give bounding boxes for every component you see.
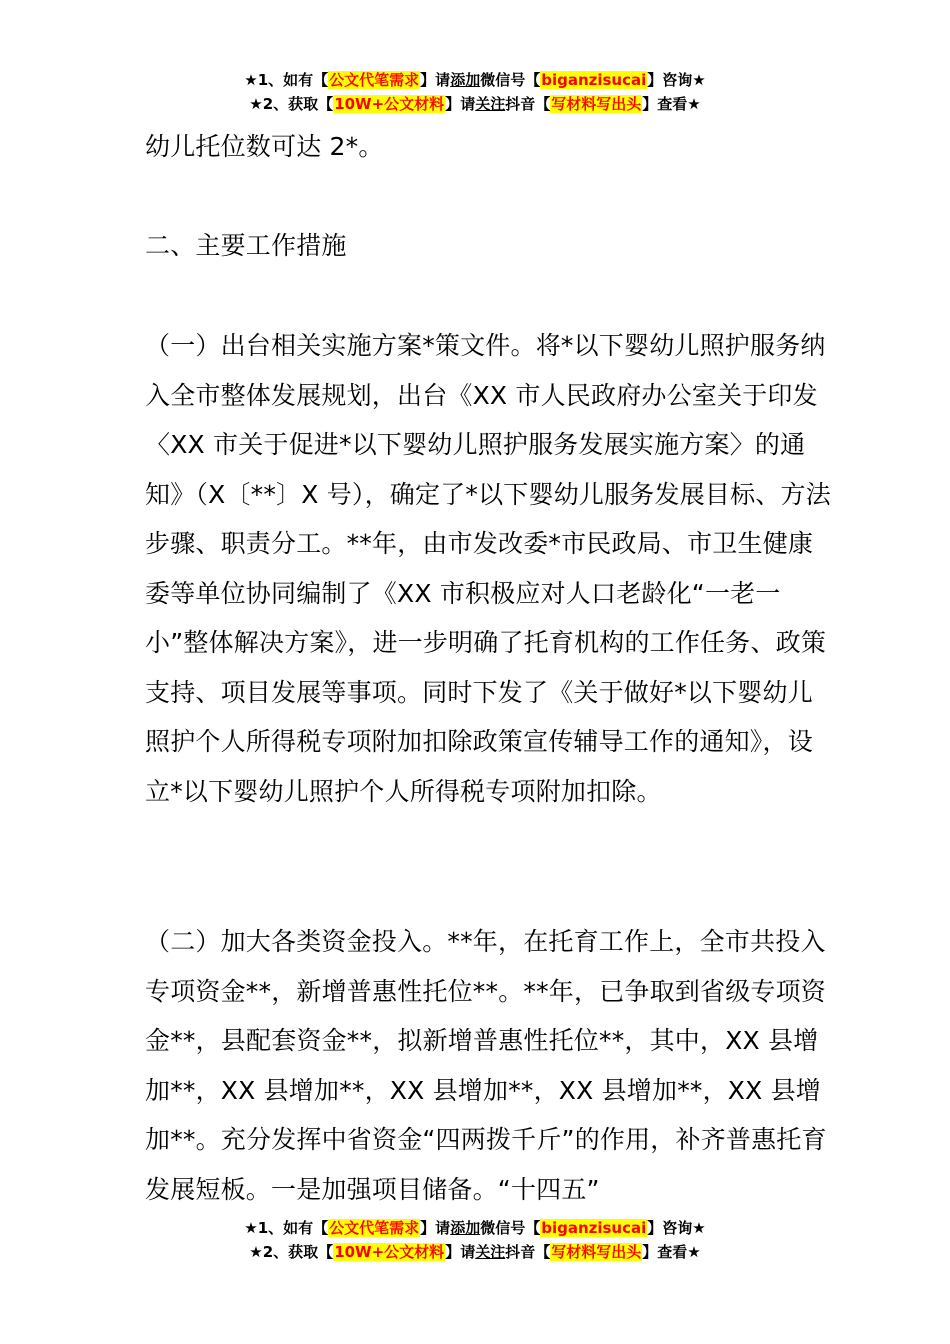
section-heading-text: 二、主要工作措施 (145, 231, 347, 260)
header-line2-prefix: ★2、获取【 (249, 95, 334, 113)
paragraph-policy-documents (145, 321, 837, 816)
footer-line2-prefix: ★2、获取【 (249, 1243, 334, 1261)
header-line1-highlight-wechat-id: biganzisucai (541, 71, 647, 89)
header-line2-text: 】请 (445, 95, 476, 113)
header-promo-banner (0, 68, 950, 116)
continuation-paragraph: 幼儿托位数可达 2*。 (145, 132, 384, 161)
footer-line1-underlined: 添加 (450, 1219, 481, 1237)
header-line1-highlight-service: 公文代笔需求 (329, 71, 420, 89)
header-line1-text-2: 微信号【 (480, 71, 541, 89)
section-heading (145, 221, 837, 271)
header-line2-suffix: 】查看★ (642, 95, 701, 113)
footer-line1-prefix: ★1、如有【 (244, 1219, 329, 1237)
footer-line2-highlight-materials: 10W+公文材料 (334, 1243, 445, 1261)
footer-line1-highlight-service: 公文代笔需求 (329, 1219, 420, 1237)
footer-line1-text: 】请 (420, 1219, 451, 1237)
footer-line1-suffix: 】咨询★ (647, 1219, 706, 1237)
footer-line2-text: 】请 (445, 1243, 476, 1261)
header-line1-suffix: 】咨询★ (647, 71, 706, 89)
document-continuation-text (145, 122, 837, 172)
header-line2-highlight-materials: 10W+公文材料 (334, 95, 445, 113)
footer-line2-highlight-douyin: 写材料写出头 (551, 1243, 642, 1261)
footer-promo-banner (0, 1216, 950, 1264)
footer-line1-highlight-wechat-id: biganzisucai (541, 1219, 647, 1237)
footer-line2-text-2: 抖音【 (505, 1243, 551, 1261)
footer-line2-suffix: 】查看★ (642, 1243, 701, 1261)
header-line1-prefix: ★1、如有【 (244, 71, 329, 89)
header-line1-underlined: 添加 (450, 71, 481, 89)
paragraph-1-text: （一）出台相关实施方案*策文件。将*以下婴幼儿照护服务纳入全市整体发展规划，出台《XX 市人民政府办公室关于印发〈XX 市关于促进*以下婴幼儿照护服务发展实施方案〉的通知》（X〔**〕X 号），确定了*以下婴幼儿服务发展目标、方法步骤、职责分工。**年，由市发改委*市民政局、市卫生健康委等单位协同编制了《XX 市积极应对人口老龄化“一老一小”整体解决方案》，进一步明确了托育机构的工作任务、政策支持、项目发展等事项。同时下发了《关于做好*以下婴幼儿照护个人所得税专项附加扣除政策宣传辅导工作的通知》，设立*以下婴幼儿照护个人所得税专项附加扣除。 (145, 331, 831, 806)
footer-promo-line-1 (0, 1216, 950, 1240)
paragraph-2-text: （二）加大各类资金投入。**年，在托育工作上，全市共投入专项资金**，新增普惠性托位**。**年，已争取到省级专项资金**，县配套资金**，拟新增普惠性托位**，其中，XX 县增加**，XX 县增加**，XX 县增加**，XX 县增加**，XX 县增加**。充分发挥中省资金“四两拨千斤”的作用，补齐普惠托育发展短板。一是加强项目储备。“十四五” (145, 927, 827, 1204)
footer-promo-line-2 (0, 1240, 950, 1264)
header-line2-underlined: 关注 (475, 95, 506, 113)
footer-line1-text-2: 微信号【 (480, 1219, 541, 1237)
header-promo-line-1 (0, 68, 950, 92)
footer-line2-underlined: 关注 (475, 1243, 506, 1261)
header-line1-text: 】请 (420, 71, 451, 89)
header-line2-highlight-douyin: 写材料写出头 (551, 95, 642, 113)
header-promo-line-2 (0, 92, 950, 116)
paragraph-funding-investment (145, 917, 837, 1214)
header-line2-text-2: 抖音【 (505, 95, 551, 113)
